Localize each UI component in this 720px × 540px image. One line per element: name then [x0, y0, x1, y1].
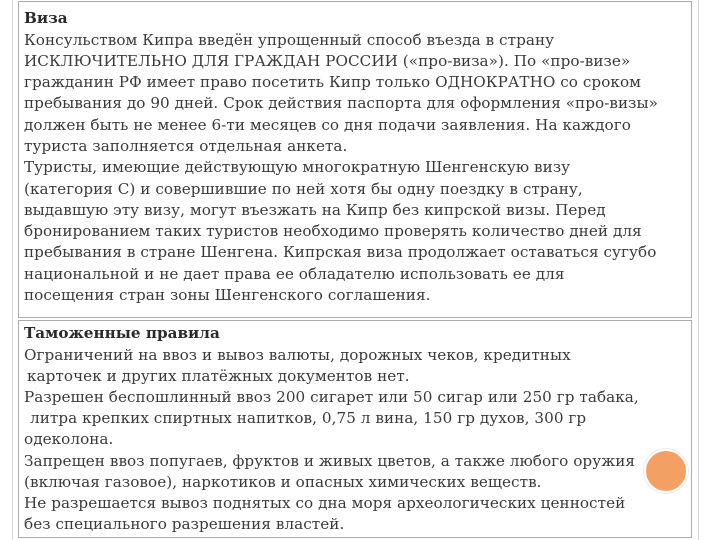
- customs-line: Ограничений на ввоз и вывоз валюты, дорожных чеков, кредитных: [24, 345, 571, 364]
- left-border-line: [12, 0, 13, 540]
- visa-line: гражданин РФ имеет право посетить Кипр только ОДНОКРАТНО со сроком: [24, 73, 641, 92]
- customs-heading: Таможенные правила: [24, 324, 220, 342]
- customs-line: Не разрешается вывоз поднятых со дна моря археологических ценностей: [24, 493, 626, 512]
- right-border-line: [698, 0, 699, 540]
- customs-line: (включая газовое), наркотиков и опасных химических веществ.: [24, 472, 542, 491]
- visa-line: пребывания до 90 дней. Срок действия паспорта для оформления «про-визы»: [24, 94, 658, 113]
- customs-line: литра крепких спиртных напитков, 0,75 л вина, 150 гр духов, 300 гр: [30, 409, 587, 428]
- customs-line: одеколона.: [24, 430, 114, 449]
- visa-line: национальной и не дает права ее обладателю использовать ее для: [24, 264, 565, 283]
- visa-line: посещения стран зоны Шенгенского соглашения.: [24, 286, 431, 305]
- visa-line: (категория С) и совершившие по ней хотя бы одну поездку в страну,: [24, 179, 583, 198]
- visa-heading: Виза: [24, 9, 68, 27]
- orange-circle-decoration: [644, 449, 688, 493]
- visa-line: туриста заполняется отдельная анкета.: [24, 136, 348, 155]
- visa-line: ИСКЛЮЧИТЕЛЬНО ДЛЯ ГРАЖДАН РОССИИ («про-виза»). По «про-визе»: [24, 51, 631, 70]
- visa-line: должен быть не менее 6-ти месяцев со дня подачи заявления. На каждого: [24, 115, 631, 134]
- customs-line: Запрещен ввоз попугаев, фруктов и живых цветов, а также любого оружия: [24, 451, 636, 470]
- visa-line: бронированием таких туристов необходимо проверять количество дней для: [24, 222, 642, 241]
- customs-section: [18, 320, 692, 538]
- visa-section: [18, 1, 692, 318]
- visa-line: выдавшую эту визу, могут въезжать на Кипр без кипрской визы. Перед: [24, 200, 606, 219]
- visa-line: Туристы, имеющие действующую многократную Шенгенскую визу: [24, 158, 571, 177]
- visa-line: пребывания в стране Шенгена. Кипрская виза продолжает оставаться сугубо: [24, 243, 657, 262]
- customs-line: Разрешен беспошлинный ввоз 200 сигарет или 50 сигар или 250 гр табака,: [24, 387, 639, 406]
- customs-line: без специального разрешения властей.: [24, 515, 345, 534]
- visa-line: Консульством Кипра введён упрощенный способ въезда в страну: [24, 30, 555, 49]
- customs-line: карточек и других платёжных документов нет.: [27, 366, 410, 385]
